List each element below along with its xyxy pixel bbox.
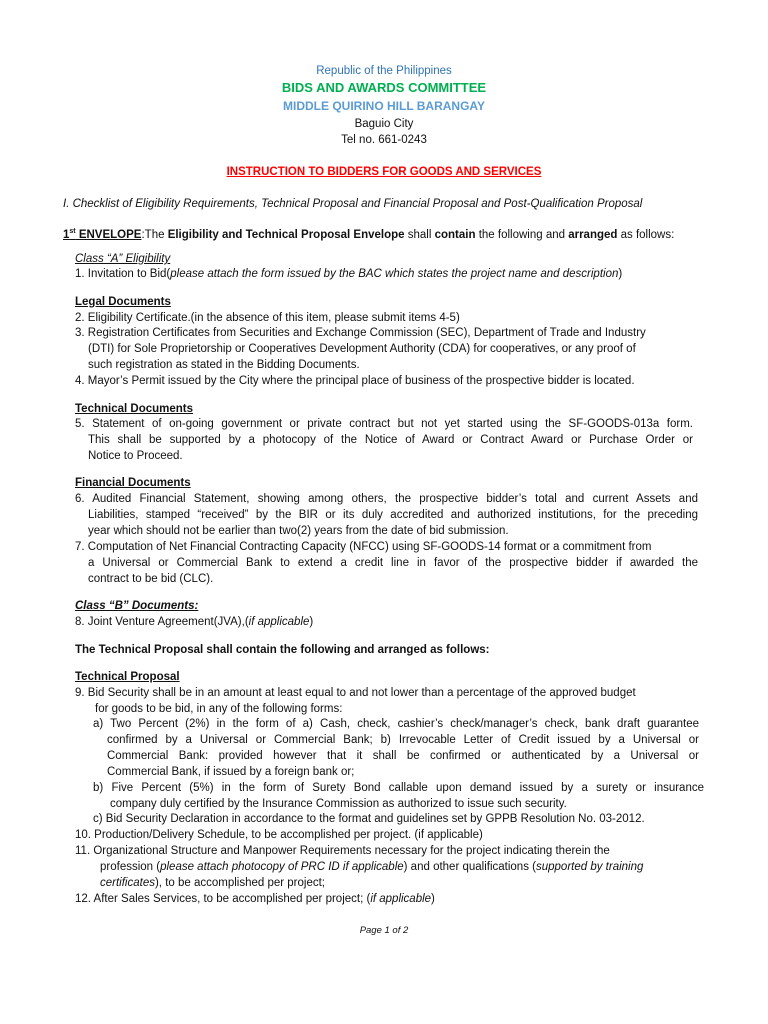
technical-docs-heading-text: Technical Documents	[75, 403, 194, 415]
item-11-certificates-italic: certificates	[100, 877, 155, 889]
item-5-line-1: 5. Statement of on-going government or private contract but not yet started using the SF-GOODS-013a form.	[75, 418, 693, 430]
checklist-heading-text: I. Checklist of Eligibility Requirements, Technical Proposal and Financial Proposal and Post-Qualification Proposal	[63, 198, 643, 210]
item-11-line-2	[100, 860, 643, 875]
item-11-line-3	[100, 876, 325, 891]
envelope-shall: shall	[404, 229, 435, 241]
tech-proposal-intro-text: The Technical Proposal shall contain the following and arranged as follows:	[75, 644, 490, 656]
envelope-contain: contain	[434, 229, 476, 241]
class-b-heading-text: Class “B” Documents:	[75, 600, 199, 612]
envelope-arranged: arranged	[568, 229, 618, 241]
legal-heading	[75, 295, 171, 310]
item-1	[75, 267, 622, 282]
item-3-line-2: (DTI) for Sole Proprietorship or Cooperatives Development Authority (CDA) for cooperatives, or any proof of	[88, 343, 636, 355]
city-line: Baguio City	[354, 118, 414, 130]
checklist-heading	[63, 197, 642, 212]
envelope-as-follows: as follows:	[617, 229, 675, 241]
item-7-line-2: a Universal or Commercial Bank to extend a credit line in favor of the prospective bidder if awarded the	[88, 557, 698, 569]
item-8-italic: if applicable	[248, 616, 310, 628]
envelope-label: ENVELOPE	[75, 229, 142, 241]
item-9a-line-4: Commercial Bank, if issued by a foreign bank or;	[107, 766, 355, 778]
class-a-heading-text: Class “A” Eligibility	[75, 253, 171, 265]
item-5-line-3: Notice to Proceed.	[88, 450, 183, 462]
item-4: 4. Mayor’s Permit issued by the City where the principal place of business of the prospective bidder is located.	[75, 375, 635, 387]
item-12-text: 12. After Sales Services, to be accomplished per project; (	[75, 893, 371, 905]
item-8	[75, 615, 313, 630]
item-9c: c) Bid Security Declaration in accordance to the format and guidelines set by GPPB Resolution No. 03-2012.	[93, 813, 645, 825]
item-11-profession: profession (	[100, 861, 161, 873]
envelope-name: Eligibility and Technical Proposal Envelope	[167, 229, 405, 241]
envelope-colon: :The	[141, 229, 168, 241]
financial-docs-heading	[75, 476, 191, 491]
item-3-line-1: 3. Registration Certificates from Securities and Exchange Commission (SEC), Department of Trade and Industry	[75, 327, 646, 339]
tech-proposal-heading	[75, 670, 180, 685]
financial-docs-heading-text: Financial Documents	[75, 477, 191, 489]
item-8-text: 8. Joint Venture Agreement(JVA),(	[75, 616, 249, 628]
item-7-line-1: 7. Computation of Net Financial Contracting Capacity (NFCC) using SF-GOODS-14 format or a commitment from	[75, 541, 652, 553]
item-9a-line-3: Commercial Bank: provided however that it shall be confirmed or authenticated by a Universal or	[107, 750, 699, 762]
item-12-close: )	[431, 893, 435, 905]
item-5-line-2: This shall be supported by a photocopy of the Notice of Award or Contract Award or Purchase Order or	[88, 434, 693, 446]
item-9-line-2: for goods to be bid, in any of the following forms:	[95, 703, 343, 715]
item-12	[75, 892, 435, 907]
item-9b-line-1: b) Five Percent (5%) in the form of Surety Bond callable upon demand issued by a surety or insurance	[93, 782, 704, 794]
envelope-num: 1	[63, 229, 70, 241]
class-a-heading	[75, 252, 170, 267]
envelope-following: the following and	[475, 229, 569, 241]
item-11-line-1: 11. Organizational Structure and Manpower Requirements necessary for the project indicating therein the	[75, 845, 610, 857]
item-6-line-1: 6. Audited Financial Statement, showing among others, the prospective bidder’s total and current Assets and	[75, 493, 698, 505]
tel-line: Tel no. 661-0243	[341, 134, 427, 146]
committee-title: BIDS AND AWARDS COMMITTEE	[281, 80, 487, 95]
item-11-accomplished: ), to be accomplished per project;	[154, 877, 325, 889]
item-9a-line-2: confirmed by a Universal or Commercial Bank; b) Irrevocable Letter of Credit issued by a Universal or	[107, 734, 699, 746]
envelope-line	[63, 224, 674, 243]
tech-proposal-heading-text: Technical Proposal	[75, 671, 180, 683]
item-8-close: )	[309, 616, 314, 628]
item-1-italic: please attach the form issued by the BAC which states the project name and description	[170, 268, 619, 280]
class-b-heading	[75, 599, 198, 614]
item-1-text: 1. Invitation to Bid(	[75, 268, 171, 280]
item-2: 2. Eligibility Certificate.(in the absence of this item, please submit items 4-5)	[75, 312, 460, 324]
item-1-close: )	[618, 268, 623, 280]
technical-docs-heading	[75, 402, 193, 417]
item-7-line-3: contract to be bid (CLC).	[88, 573, 214, 585]
item-6-line-3: year which should not be earlier than two(2) years from the date of bid submission.	[88, 525, 509, 537]
legal-heading-text: Legal Documents	[75, 296, 171, 308]
item-11-qualifications: ) and other qualifications (	[403, 861, 536, 873]
envelope-sup: st	[69, 228, 76, 235]
tech-proposal-intro	[75, 643, 490, 658]
page-footer: Page 1 of 2	[359, 925, 409, 936]
item-11-prc-italic: please attach photocopy of PRC ID if applicable	[160, 861, 404, 873]
document-title	[0, 165, 768, 179]
item-9b-line-2: company duly certified by the Insurance Commission as authorized to issue such security.	[110, 798, 567, 810]
item-10: 10. Production/Delivery Schedule, to be accomplished per project. (if applicable)	[75, 829, 483, 841]
barangay-title: MIDDLE QUIRINO HILL BARANGAY	[282, 99, 485, 113]
item-12-italic: if applicable	[370, 893, 432, 905]
item-6-line-2: Liabilities, stamped “received” by the BIR or its duly accredited and authorized institutions, for the preceding	[88, 509, 698, 521]
item-9-line-1: 9. Bid Security shall be in an amount at least equal to and not lower than a percentage of the approved budget	[75, 687, 636, 699]
item-3-line-3: such registration as stated in the Bidding Documents.	[88, 359, 360, 371]
item-11-training-italic: supported by training	[535, 861, 644, 873]
document-title-text: INSTRUCTION TO BIDDERS FOR GOODS AND SERVICES	[226, 166, 542, 178]
item-9a-line-1: a) Two Percent (2%) in the form of a) Cash, check, cashier’s check/manager’s check, bank draft guarantee	[93, 718, 699, 730]
republic-line: Republic of the Philippines	[316, 65, 452, 77]
